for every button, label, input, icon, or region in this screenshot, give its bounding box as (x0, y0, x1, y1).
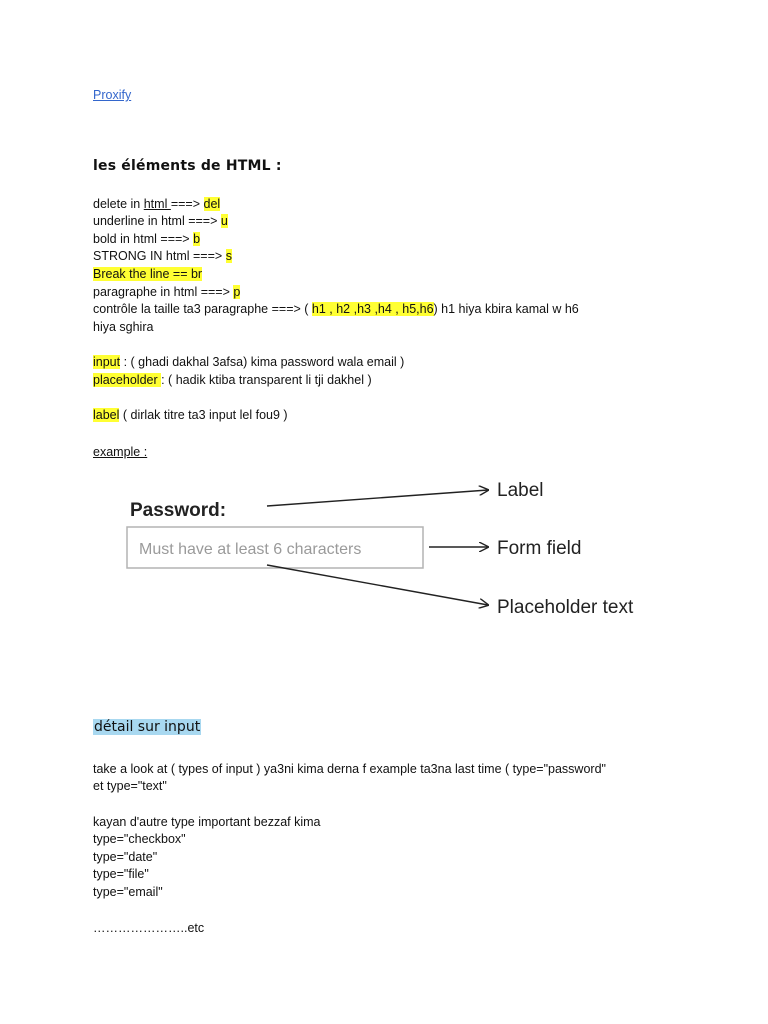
type-file: type="file" (93, 867, 149, 881)
line-h-text-end: ) h1 hiya kbira kamal w h6 (433, 302, 579, 316)
proxify-link-text[interactable]: Proxify (93, 88, 132, 102)
line-b-text: bold in html ===> (93, 232, 194, 246)
form-field-diagram (95, 470, 675, 630)
line-s (93, 248, 232, 265)
line-p-highlight: p (233, 285, 241, 299)
line-h (93, 301, 579, 318)
type-checkbox: type="checkbox" (93, 832, 186, 846)
section-title-text: détail sur input (94, 719, 201, 735)
diagram-placeholder-arrow (267, 565, 488, 605)
example-caption-text: example : (93, 445, 148, 459)
line-p-text: paragraphe in html ===> (93, 285, 234, 299)
line-del-highlight: del (203, 197, 221, 211)
section2-paragraph-1a: take a look at ( types of input ) ya3ni kima derna f example ta3na last time ( type="password" (93, 762, 606, 776)
line-del (93, 196, 220, 213)
line-input-text: : ( ghadi dakhal 3afsa) kima password wala email ) (120, 355, 405, 369)
line-placeholder-highlight: placeholder (93, 373, 162, 387)
line-h-highlight: h1 , h2 ,h3 ,h4 , h5,h6 (311, 302, 434, 316)
line-b-highlight: b (193, 232, 201, 246)
diagram-annotation-label: Label (497, 480, 544, 501)
line-del-text: delete in (93, 197, 144, 211)
page-heading: les éléments de HTML : (93, 158, 282, 174)
line-placeholder-text: : ( hadik ktiba transparent li tji dakhel ) (161, 373, 372, 387)
example-caption (93, 444, 147, 461)
diagram-label-arrow (267, 490, 488, 506)
line-p (93, 284, 240, 301)
line-br (93, 266, 202, 283)
line-h-text: contrôle la taille ta3 paragraphe ===> ( (93, 302, 312, 316)
line-placeholder (93, 372, 372, 389)
type-date: type="date" (93, 850, 158, 864)
diagram-password-label: Password: (130, 500, 227, 521)
section-title-input (93, 719, 201, 736)
line-del-underlined: html (143, 197, 171, 211)
line-label (93, 407, 288, 424)
line-input-highlight: input (93, 355, 121, 369)
line-u-highlight: u (220, 214, 228, 228)
line-s-highlight: s (225, 249, 232, 263)
etc-line: …………………..etc (93, 921, 205, 935)
line-b (93, 231, 200, 248)
line-u-text: underline in html ===> (93, 214, 221, 228)
line-s-text: STRONG IN html ===> (93, 249, 226, 263)
diagram-placeholder-text: Must have at least 6 characters (139, 541, 362, 558)
section2-paragraph-2: kayan d'autre type important bezzaf kima (93, 815, 321, 829)
line-h-continued: hiya sghira (93, 320, 154, 334)
line-u (93, 213, 228, 230)
line-br-highlight: Break the line == br (93, 267, 203, 281)
proxify-link[interactable] (93, 87, 131, 104)
type-email: type="email" (93, 885, 163, 899)
diagram-annotation-placeholder: Placeholder text (497, 597, 634, 618)
line-label-highlight: label (93, 408, 120, 422)
section2-paragraph-1b: et type="text" (93, 779, 167, 793)
line-input (93, 354, 404, 371)
diagram-annotation-field: Form field (497, 538, 582, 559)
line-del-arrow: ===> (170, 197, 204, 211)
line-label-text: ( dirlak titre ta3 input lel fou9 ) (119, 408, 288, 422)
